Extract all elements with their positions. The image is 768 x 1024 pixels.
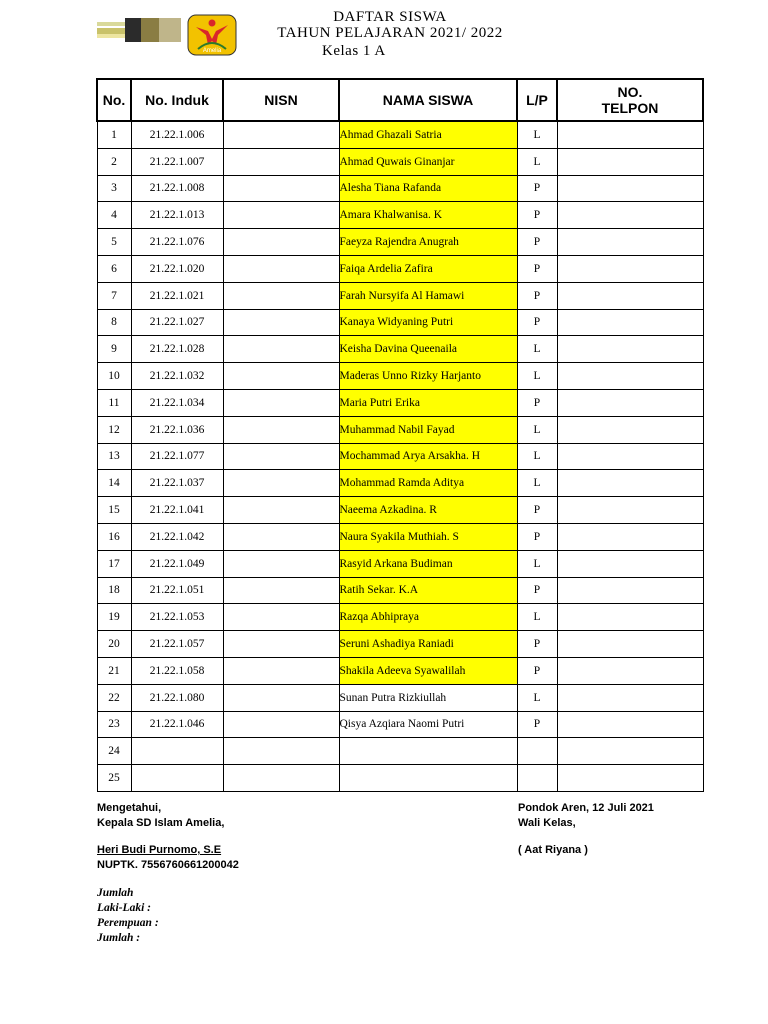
cell-telpon <box>557 255 703 282</box>
cell-nisn <box>223 255 339 282</box>
footer-principal-name: Heri Budi Purnomo, S.E <box>97 844 222 856</box>
col-header-telpon-line1: NO. <box>617 84 643 100</box>
cell-nama: Ahmad Quwais Ginanjar <box>339 148 517 175</box>
cell-nisn <box>223 765 339 792</box>
cell-lp: P <box>517 657 557 684</box>
cell-nama: Mohammad Ramda Aditya <box>339 470 517 497</box>
cell-lp: P <box>517 229 557 256</box>
cell-lp: L <box>517 148 557 175</box>
cell-lp <box>517 765 557 792</box>
cell-no: 12 <box>97 416 131 443</box>
summary-male: Laki-Laki : <box>97 902 151 914</box>
cell-lp: L <box>517 604 557 631</box>
cell-telpon <box>557 523 703 550</box>
cell-nisn <box>223 497 339 524</box>
cell-nama: Shakila Adeeva Syawalilah <box>339 657 517 684</box>
cell-nisn <box>223 336 339 363</box>
cell-no: 21 <box>97 657 131 684</box>
cell-nisn <box>223 711 339 738</box>
cell-induk <box>131 738 223 765</box>
cell-nisn <box>223 282 339 309</box>
cell-induk: 21.22.1.027 <box>131 309 223 336</box>
col-header-nisn: NISN <box>223 79 339 121</box>
cell-no: 16 <box>97 523 131 550</box>
cell-induk: 21.22.1.032 <box>131 363 223 390</box>
cell-lp: P <box>517 175 557 202</box>
cell-lp: P <box>517 523 557 550</box>
footer-acknowledged: Mengetahui, <box>97 802 162 814</box>
cell-nama: Naura Syakila Muthiah. S <box>339 523 517 550</box>
cell-lp: L <box>517 443 557 470</box>
cell-no: 22 <box>97 684 131 711</box>
cell-induk: 21.22.1.034 <box>131 389 223 416</box>
cell-no: 20 <box>97 631 131 658</box>
table-row <box>97 657 703 684</box>
cell-telpon <box>557 282 703 309</box>
table-row <box>97 765 703 792</box>
table-row <box>97 229 703 256</box>
cell-nisn <box>223 363 339 390</box>
cell-telpon <box>557 604 703 631</box>
cell-induk: 21.22.1.051 <box>131 577 223 604</box>
cell-induk: 21.22.1.077 <box>131 443 223 470</box>
cell-telpon <box>557 550 703 577</box>
cell-lp: P <box>517 282 557 309</box>
cell-induk: 21.22.1.008 <box>131 175 223 202</box>
table-row <box>97 497 703 524</box>
cell-nisn <box>223 631 339 658</box>
cell-nama: Qisya Azqiara Naomi Putri <box>339 711 517 738</box>
cell-telpon <box>557 631 703 658</box>
table-row <box>97 148 703 175</box>
cell-no: 10 <box>97 363 131 390</box>
cell-lp: P <box>517 389 557 416</box>
table-row <box>97 443 703 470</box>
cell-induk: 21.22.1.020 <box>131 255 223 282</box>
cell-nisn <box>223 229 339 256</box>
cell-nama: Ahmad Ghazali Satria <box>339 121 517 148</box>
cell-nisn <box>223 121 339 148</box>
footer-nuptk: NUPTK. 7556760661200042 <box>97 859 239 871</box>
cell-nama: Faiqa Ardelia Zafira <box>339 255 517 282</box>
table-header-row <box>97 79 703 121</box>
cell-lp: P <box>517 202 557 229</box>
cell-telpon <box>557 363 703 390</box>
cell-nisn <box>223 389 339 416</box>
cell-induk: 21.22.1.028 <box>131 336 223 363</box>
footer-principal-title: Kepala SD Islam Amelia, <box>97 817 225 829</box>
cell-lp: L <box>517 416 557 443</box>
cell-nisn <box>223 470 339 497</box>
cell-nama: Seruni Ashadiya Raniadi <box>339 631 517 658</box>
doc-title: DAFTAR SISWA <box>333 9 447 25</box>
student-table <box>96 78 704 792</box>
cell-nama: Mochammad Arya Arsakha. H <box>339 443 517 470</box>
cell-lp: L <box>517 684 557 711</box>
table-row <box>97 363 703 390</box>
cell-induk: 21.22.1.036 <box>131 416 223 443</box>
cell-nama: Maria Putri Erika <box>339 389 517 416</box>
summary-total-label: Jumlah <box>97 887 134 899</box>
cell-nama: Muhammad Nabil Fayad <box>339 416 517 443</box>
col-header-induk: No. Induk <box>131 79 223 121</box>
doc-subtitle: TAHUN PELAJARAN 2021/ 2022 <box>277 25 503 41</box>
cell-no: 18 <box>97 577 131 604</box>
cell-induk: 21.22.1.049 <box>131 550 223 577</box>
cell-nisn <box>223 577 339 604</box>
cell-lp: P <box>517 497 557 524</box>
cell-nama <box>339 738 517 765</box>
table-row <box>97 416 703 443</box>
cell-telpon <box>557 657 703 684</box>
table-row <box>97 631 703 658</box>
cell-induk: 21.22.1.037 <box>131 470 223 497</box>
col-header-telpon <box>557 79 703 121</box>
cell-telpon <box>557 175 703 202</box>
cell-nama: Keisha Davina Queenaila <box>339 336 517 363</box>
table-row <box>97 684 703 711</box>
cell-no: 19 <box>97 604 131 631</box>
table-row <box>97 389 703 416</box>
cell-nama: Razqa Abhipraya <box>339 604 517 631</box>
cell-telpon <box>557 121 703 148</box>
cell-no: 6 <box>97 255 131 282</box>
cell-nisn <box>223 550 339 577</box>
table-row <box>97 470 703 497</box>
cell-induk: 21.22.1.041 <box>131 497 223 524</box>
table-row <box>97 175 703 202</box>
cell-no: 4 <box>97 202 131 229</box>
cell-nama: Naeema Azkadina. R <box>339 497 517 524</box>
cell-nisn <box>223 604 339 631</box>
cell-induk: 21.22.1.053 <box>131 604 223 631</box>
cell-nama: Alesha Tiana Rafanda <box>339 175 517 202</box>
cell-induk: 21.22.1.042 <box>131 523 223 550</box>
cell-telpon <box>557 711 703 738</box>
table-row <box>97 577 703 604</box>
cell-telpon <box>557 416 703 443</box>
cell-nisn <box>223 684 339 711</box>
cell-induk: 21.22.1.058 <box>131 657 223 684</box>
table-row <box>97 523 703 550</box>
cell-lp: P <box>517 577 557 604</box>
cell-lp: P <box>517 711 557 738</box>
cell-induk: 21.22.1.076 <box>131 229 223 256</box>
cell-induk: 21.22.1.080 <box>131 684 223 711</box>
cell-lp: P <box>517 631 557 658</box>
cell-induk: 21.22.1.007 <box>131 148 223 175</box>
cell-nama: Faeyza Rajendra Anugrah <box>339 229 517 256</box>
cell-nisn <box>223 202 339 229</box>
cell-no: 9 <box>97 336 131 363</box>
footer-homeroom-name: ( Aat Riyana ) <box>518 844 588 856</box>
cell-no: 15 <box>97 497 131 524</box>
cell-nisn <box>223 657 339 684</box>
cell-telpon <box>557 336 703 363</box>
cell-telpon <box>557 765 703 792</box>
table-row <box>97 336 703 363</box>
cell-lp: P <box>517 255 557 282</box>
col-header-nama: NAMA SISWA <box>339 79 517 121</box>
cell-nisn <box>223 443 339 470</box>
cell-no: 5 <box>97 229 131 256</box>
cell-telpon <box>557 148 703 175</box>
cell-nama: Farah Nursyifa Al Hamawi <box>339 282 517 309</box>
table-row <box>97 604 703 631</box>
cell-no: 17 <box>97 550 131 577</box>
table-row <box>97 738 703 765</box>
table-row <box>97 309 703 336</box>
cell-nisn <box>223 523 339 550</box>
cell-telpon <box>557 443 703 470</box>
cell-nama: Amara Khalwanisa. K <box>339 202 517 229</box>
cell-telpon <box>557 309 703 336</box>
cell-telpon <box>557 738 703 765</box>
cell-telpon <box>557 577 703 604</box>
cell-induk: 21.22.1.021 <box>131 282 223 309</box>
cell-lp <box>517 738 557 765</box>
col-header-lp: L/P <box>517 79 557 121</box>
cell-nisn <box>223 416 339 443</box>
cell-induk: 21.22.1.013 <box>131 202 223 229</box>
school-logo <box>186 13 238 57</box>
cell-nisn <box>223 148 339 175</box>
cell-telpon <box>557 684 703 711</box>
table-row <box>97 550 703 577</box>
cell-no: 1 <box>97 121 131 148</box>
cell-nisn <box>223 738 339 765</box>
cell-lp: P <box>517 309 557 336</box>
class-label: Kelas 1 A <box>322 43 386 59</box>
cell-nama: Maderas Unno Rizky Harjanto <box>339 363 517 390</box>
table-row <box>97 202 703 229</box>
cell-nama: Ratih Sekar. K.A <box>339 577 517 604</box>
cell-induk: 21.22.1.046 <box>131 711 223 738</box>
cell-no: 14 <box>97 470 131 497</box>
cell-lp: L <box>517 363 557 390</box>
cell-induk: 21.22.1.057 <box>131 631 223 658</box>
col-header-telpon-line2: TELPON <box>601 100 659 116</box>
cell-induk: 21.22.1.006 <box>131 121 223 148</box>
cell-telpon <box>557 470 703 497</box>
cell-nama: Sunan Putra Rizkiullah <box>339 684 517 711</box>
cell-no: 8 <box>97 309 131 336</box>
table-row <box>97 255 703 282</box>
cell-nisn <box>223 175 339 202</box>
cell-no: 13 <box>97 443 131 470</box>
cell-telpon <box>557 497 703 524</box>
cell-telpon <box>557 202 703 229</box>
table-row <box>97 711 703 738</box>
cell-lp: L <box>517 550 557 577</box>
table-row <box>97 121 703 148</box>
cell-telpon <box>557 229 703 256</box>
cell-nama <box>339 765 517 792</box>
cell-no: 25 <box>97 765 131 792</box>
cell-no: 2 <box>97 148 131 175</box>
cell-no: 7 <box>97 282 131 309</box>
cell-lp: L <box>517 121 557 148</box>
cell-nisn <box>223 309 339 336</box>
cell-nama: Rasyid Arkana Budiman <box>339 550 517 577</box>
footer-homeroom-title: Wali Kelas, <box>518 817 576 829</box>
cell-lp: L <box>517 336 557 363</box>
cell-no: 11 <box>97 389 131 416</box>
cell-induk <box>131 765 223 792</box>
cell-nama: Kanaya Widyaning Putri <box>339 309 517 336</box>
cell-no: 24 <box>97 738 131 765</box>
cell-no: 3 <box>97 175 131 202</box>
summary-female: Perempuan : <box>97 917 159 929</box>
table-row <box>97 282 703 309</box>
col-header-no: No. <box>97 79 131 121</box>
cell-no: 23 <box>97 711 131 738</box>
footer-place-date: Pondok Aren, 12 Juli 2021 <box>518 802 654 814</box>
logo-text: Amelia <box>202 48 222 54</box>
header-stripe-graphic <box>97 18 181 42</box>
cell-telpon <box>557 389 703 416</box>
summary-total: Jumlah : <box>97 932 141 944</box>
cell-lp: L <box>517 470 557 497</box>
